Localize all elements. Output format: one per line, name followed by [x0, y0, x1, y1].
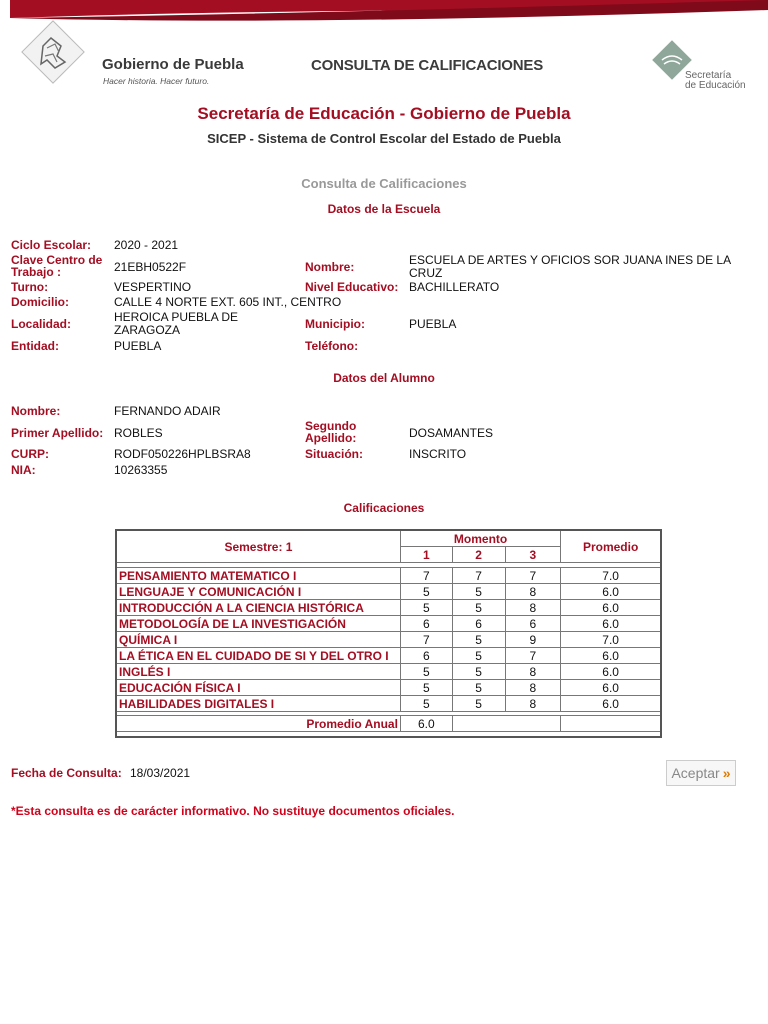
page-header [0, 0, 768, 100]
table-row [117, 616, 661, 632]
municipio-label: Municipio: [305, 317, 365, 331]
grade-m2: 5 [452, 680, 505, 696]
telefono-label: Teléfono: [305, 339, 359, 353]
segundo-label-line-1: Segundo [305, 419, 357, 433]
entidad-value: PUEBLA [114, 339, 162, 353]
clave-label-line-1: Clave Centro de [11, 253, 103, 267]
fecha-value: 18/03/2021 [130, 766, 191, 780]
consulta-heading: Consulta de Calificaciones [301, 176, 467, 191]
subject-name: INTRODUCCIÓN A LA CIENCIA HISTÓRICA [117, 600, 401, 616]
table-row [117, 600, 661, 616]
nia-label: NIA: [11, 463, 36, 477]
grade-m1: 7 [400, 632, 452, 648]
grade-average: 7.0 [561, 568, 661, 584]
localidad-line-2: ZARAGOZA [114, 323, 181, 337]
table-row [117, 664, 661, 680]
nivel-label: Nivel Educativo: [305, 280, 399, 294]
sep-line-2: de Educación [685, 80, 746, 91]
grade-m3: 8 [505, 696, 561, 712]
government-slogan: Hacer historia. Hacer futuro. [103, 76, 210, 86]
annual-average-row [117, 716, 661, 732]
segundo-apellido-label [305, 420, 356, 444]
grade-m2: 5 [452, 696, 505, 712]
clave-label-line-2: Trabajo : [11, 265, 62, 279]
student-section-title: Datos del Alumno [333, 371, 435, 385]
fecha-label: Fecha de Consulta: [11, 766, 122, 780]
grades-header-row [117, 531, 661, 547]
segundo-apellido-value: DOSAMANTES [409, 426, 494, 440]
grade-m3: 8 [505, 584, 561, 600]
momento-2-header: 2 [452, 547, 505, 563]
annual-average-filler [561, 716, 661, 732]
grade-m3: 9 [505, 632, 561, 648]
grade-average: 6.0 [561, 648, 661, 664]
grade-average: 6.0 [561, 600, 661, 616]
grade-m1: 5 [400, 680, 452, 696]
nia-value: 10263355 [114, 463, 168, 477]
grade-average: 6.0 [561, 616, 661, 632]
grade-m2: 7 [452, 568, 505, 584]
sep-name [685, 71, 746, 91]
turno-label: Turno: [11, 280, 49, 294]
subject-name: PENSAMIENTO MATEMATICO I [117, 568, 401, 584]
grade-m1: 5 [400, 584, 452, 600]
subject-name: LA ÉTICA EN EL CUIDADO DE SI Y DEL OTRO I [117, 648, 401, 664]
table-row [117, 584, 661, 600]
school-name-line-2: CRUZ [409, 266, 443, 280]
grade-m1: 7 [400, 568, 452, 584]
grade-average: 6.0 [561, 584, 661, 600]
grade-average: 6.0 [561, 680, 661, 696]
ciclo-label: Ciclo Escolar: [11, 238, 92, 252]
localidad-line-1: HEROICA PUEBLA DE [114, 310, 239, 324]
school-section-title: Datos de la Escuela [327, 202, 441, 216]
momento-1-header: 1 [400, 547, 452, 563]
subject-name: EDUCACIÓN FÍSICA I [117, 680, 401, 696]
grade-m3: 7 [505, 568, 561, 584]
annual-average-label: Promedio Anual [117, 716, 401, 732]
grade-m3: 8 [505, 664, 561, 680]
table-row [117, 680, 661, 696]
student-name-value: FERNANDO ADAIR [114, 404, 221, 418]
subject-name: METODOLOGÍA DE LA INVESTIGACIÓN [117, 616, 401, 632]
accept-button-label: Aceptar [671, 765, 720, 781]
grade-m2: 5 [452, 648, 505, 664]
semestre-header: Semestre: 1 [117, 531, 401, 563]
turno-value: VESPERTINO [114, 280, 192, 294]
grade-m1: 6 [400, 616, 452, 632]
grade-average: 7.0 [561, 632, 661, 648]
grades-section-title: Calificaciones [343, 501, 425, 515]
table-row [117, 648, 661, 664]
momento-header: Momento [400, 531, 560, 547]
annual-average-empty [452, 716, 560, 732]
segundo-label-line-2: Apellido: [305, 431, 357, 445]
grades-table [116, 530, 661, 732]
grade-average: 6.0 [561, 664, 661, 680]
domicilio-label: Domicilio: [11, 295, 70, 309]
page-title: Secretaría de Educación - Gobierno de Puebla [197, 104, 571, 123]
school-name-label: Nombre: [305, 260, 355, 274]
subject-name: LENGUAJE Y COMUNICACIÓN I [117, 584, 401, 600]
puebla-shield-icon [17, 16, 89, 88]
domicilio-value: CALLE 4 NORTE EXT. 605 INT., CENTRO [114, 295, 342, 309]
subject-name: QUÍMICA I [117, 632, 401, 648]
grade-m2: 5 [452, 600, 505, 616]
subject-name: HABILIDADES DIGITALES I [117, 696, 401, 712]
ciclo-value: 2020 - 2021 [114, 238, 179, 252]
situacion-value: INSCRITO [409, 447, 467, 461]
grade-m3: 8 [505, 680, 561, 696]
header-title: CONSULTA DE CALIFICACIONES [311, 57, 544, 74]
grade-m1: 5 [400, 664, 452, 680]
grade-m3: 7 [505, 648, 561, 664]
clave-value: 21EBH0522F [114, 260, 187, 274]
grade-average: 6.0 [561, 696, 661, 712]
page-subtitle: SICEP - Sistema de Control Escolar del Estado de Puebla [207, 131, 561, 146]
grade-m2: 5 [452, 632, 505, 648]
primer-apellido-label: Primer Apellido: [11, 426, 104, 440]
grade-m2: 6 [452, 616, 505, 632]
curp-label: CURP: [11, 447, 49, 461]
nivel-value: BACHILLERATO [409, 280, 500, 294]
table-row [117, 696, 661, 712]
municipio-value: PUEBLA [409, 317, 457, 331]
annual-average-value: 6.0 [400, 716, 452, 732]
promedio-header: Promedio [561, 531, 661, 563]
clave-label [11, 254, 102, 278]
header-banner [0, 0, 768, 40]
primer-apellido-value: ROBLES [114, 426, 163, 440]
student-name-label: Nombre: [11, 404, 61, 418]
grade-m2: 5 [452, 664, 505, 680]
sep-line-1: Secretaría [685, 70, 732, 81]
grade-m3: 8 [505, 600, 561, 616]
table-row [117, 568, 661, 584]
grade-m1: 5 [400, 696, 452, 712]
subject-name: INGLÉS I [117, 664, 401, 680]
grade-m2: 5 [452, 584, 505, 600]
table-row [117, 632, 661, 648]
curp-value: RODF050226HPLBSRA8 [114, 447, 251, 461]
grade-m1: 6 [400, 648, 452, 664]
school-name-line-1: ESCUELA DE ARTES Y OFICIOS SOR JUANA INES DE LA [409, 253, 732, 267]
localidad-label: Localidad: [11, 317, 72, 331]
situacion-label: Situación: [305, 447, 364, 461]
accept-button[interactable] [666, 760, 736, 786]
government-name: Gobierno de Puebla [102, 56, 244, 73]
grade-m3: 6 [505, 616, 561, 632]
grade-m1: 5 [400, 600, 452, 616]
school-name-value [409, 254, 731, 280]
double-chevron-right-icon: » [722, 765, 731, 781]
localidad-value [114, 311, 238, 337]
momento-3-header: 3 [505, 547, 561, 563]
disclaimer-text: *Esta consulta es de carácter informativo. No sustituye documentos oficiales. [11, 804, 455, 818]
entidad-label: Entidad: [11, 339, 59, 353]
